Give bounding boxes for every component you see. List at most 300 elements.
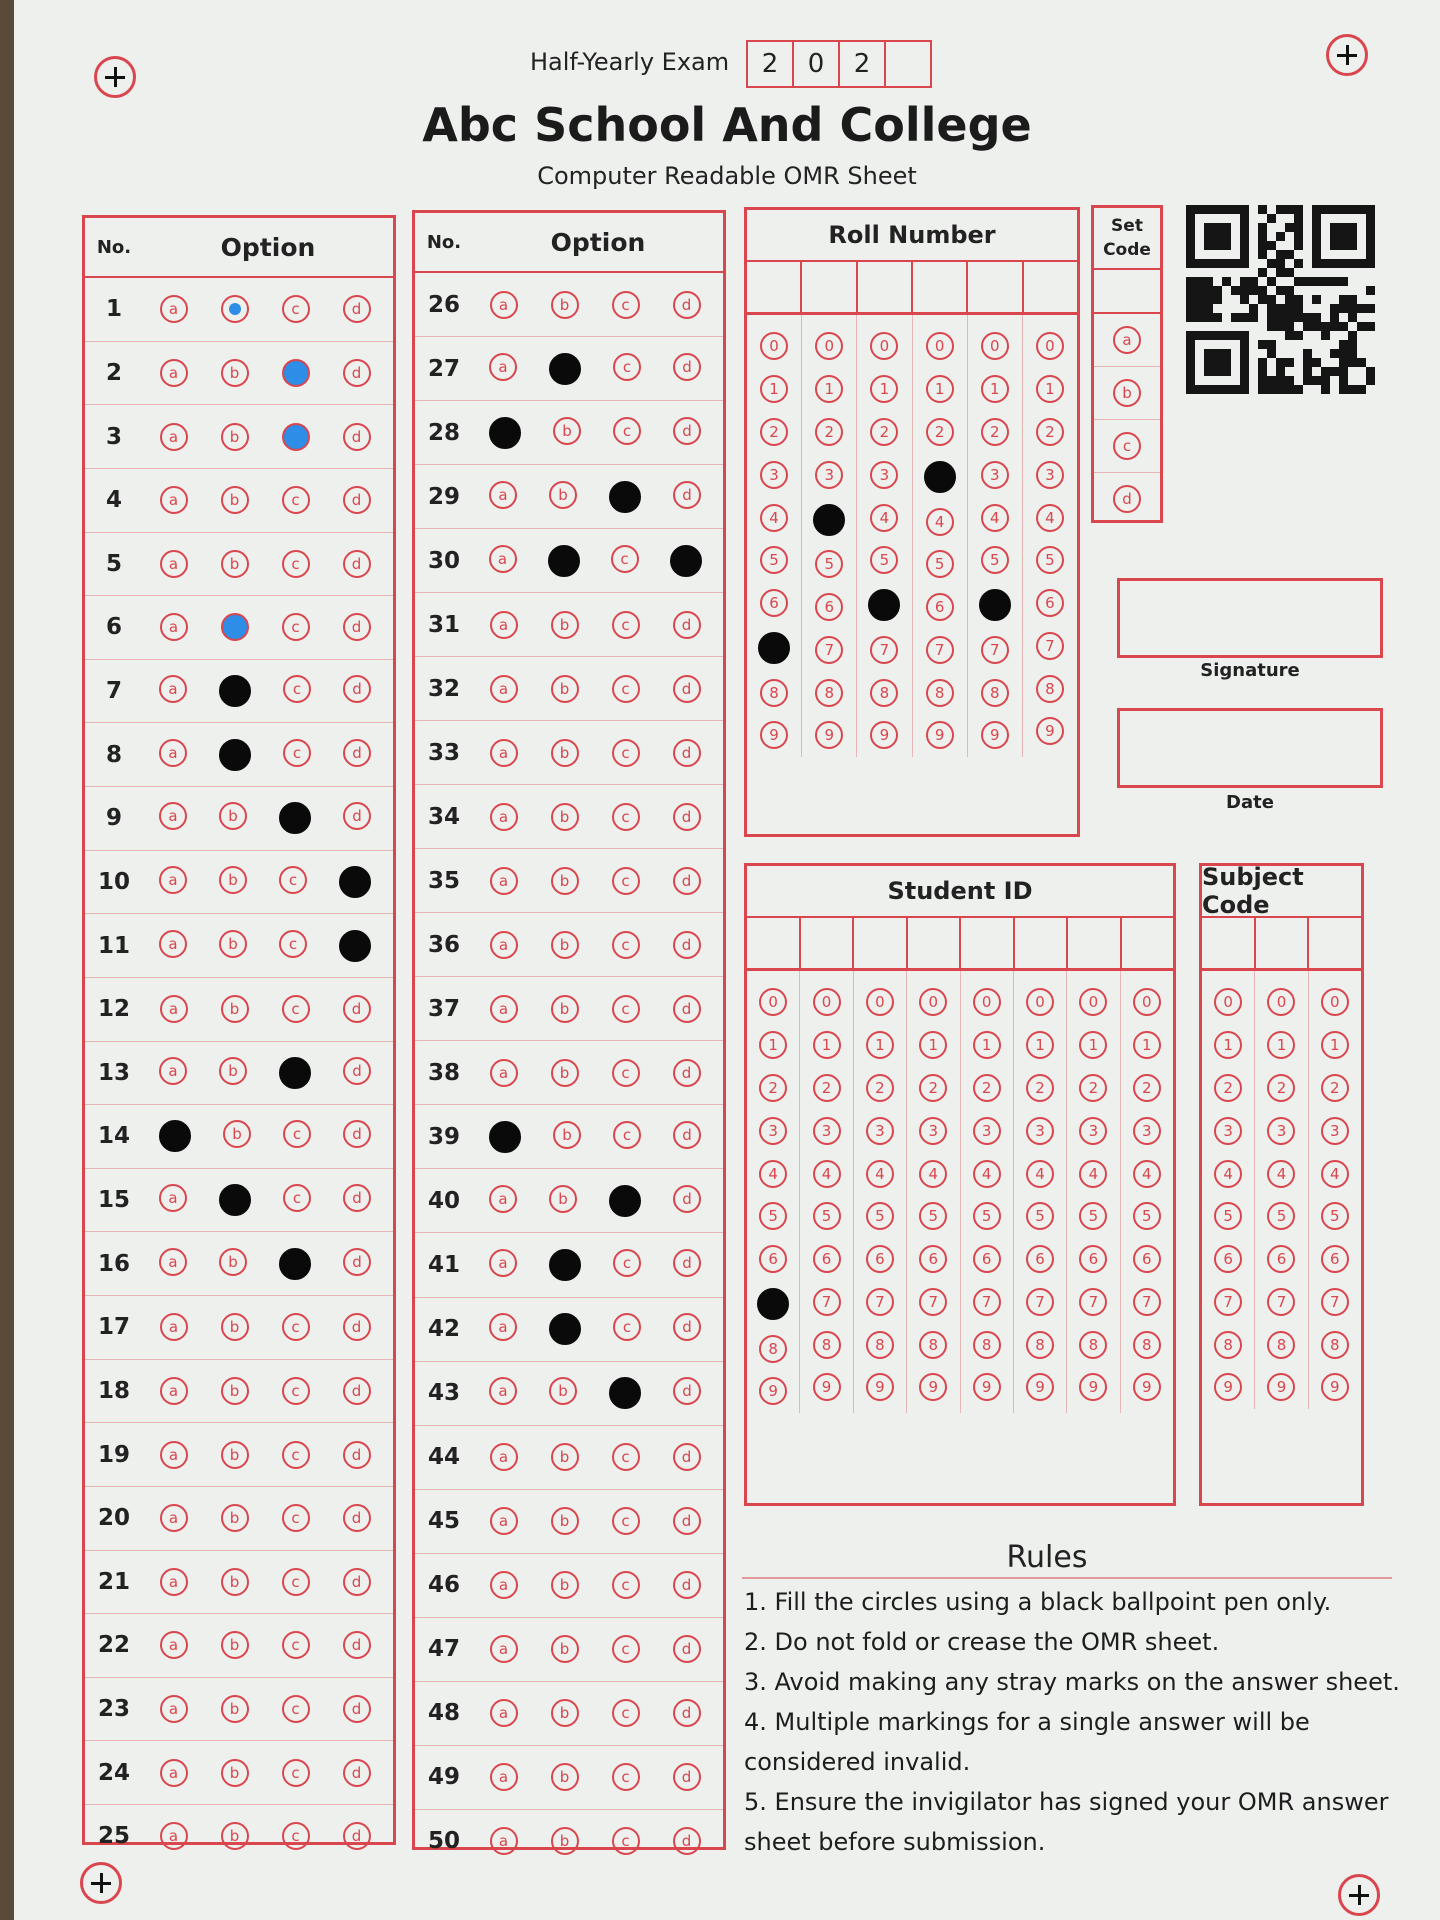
answer-bubble-a[interactable]: a <box>490 1443 518 1471</box>
answer-bubble-b[interactable]: b <box>221 1313 249 1341</box>
digit-bubble-0[interactable]: 0 <box>919 988 947 1016</box>
answer-bubble-b[interactable]: b <box>551 739 579 767</box>
answer-bubble-d[interactable]: d <box>343 1057 371 1085</box>
digit-bubble-8[interactable]: 8 <box>866 1331 894 1359</box>
answer-bubble-b[interactable] <box>549 1313 581 1345</box>
answer-bubble-c[interactable]: c <box>282 1313 310 1341</box>
answer-bubble-d[interactable]: d <box>343 550 371 578</box>
digit-bubble-5[interactable]: 5 <box>759 1202 787 1230</box>
answer-bubble-b[interactable]: b <box>221 423 249 451</box>
answer-bubble-d[interactable]: d <box>673 353 701 381</box>
answer-bubble-d[interactable]: d <box>673 1313 701 1341</box>
digit-bubble-7[interactable]: 7 <box>1214 1288 1242 1316</box>
digit-bubble-9[interactable]: 9 <box>870 721 898 749</box>
digit-bubble-8[interactable]: 8 <box>1214 1331 1242 1359</box>
digit-bubble-6[interactable]: 6 <box>1026 1245 1054 1273</box>
answer-bubble-b[interactable]: b <box>551 1827 579 1855</box>
answer-bubble-b[interactable]: b <box>219 802 247 830</box>
answer-bubble-d[interactable] <box>339 930 371 962</box>
digit-bubble-5[interactable]: 5 <box>1321 1202 1349 1230</box>
digit-bubble-9[interactable]: 9 <box>760 721 788 749</box>
digit-bubble-4[interactable]: 4 <box>870 504 898 532</box>
digit-bubble-0[interactable]: 0 <box>815 332 843 360</box>
answer-bubble-c[interactable]: c <box>279 930 307 958</box>
write-box[interactable] <box>1202 918 1256 968</box>
digit-bubble-3[interactable]: 3 <box>981 461 1009 489</box>
answer-bubble-c[interactable]: c <box>283 739 311 767</box>
answer-bubble-c[interactable]: c <box>283 675 311 703</box>
write-box[interactable] <box>1068 918 1122 968</box>
digit-bubble-7[interactable]: 7 <box>973 1288 1001 1316</box>
answer-bubble-a[interactable]: a <box>490 867 518 895</box>
answer-bubble-b[interactable]: b <box>221 1504 249 1532</box>
answer-bubble-c[interactable]: c <box>282 1441 310 1469</box>
digit-bubble-4[interactable]: 4 <box>1267 1160 1295 1188</box>
answer-bubble-d[interactable]: d <box>673 1699 701 1727</box>
answer-bubble-b[interactable] <box>219 739 251 771</box>
answer-bubble-c[interactable]: c <box>282 1504 310 1532</box>
digit-bubble-2[interactable]: 2 <box>919 1074 947 1102</box>
answer-bubble-c[interactable]: c <box>282 1822 310 1850</box>
answer-bubble-a[interactable]: a <box>160 1313 188 1341</box>
answer-bubble-b[interactable]: b <box>551 995 579 1023</box>
answer-bubble-b[interactable]: b <box>221 486 249 514</box>
answer-bubble-b[interactable] <box>219 1184 251 1216</box>
digit-bubble-9[interactable]: 9 <box>1133 1373 1161 1401</box>
digit-bubble-8[interactable]: 8 <box>973 1331 1001 1359</box>
signature-box[interactable] <box>1117 578 1383 658</box>
digit-bubble-5[interactable]: 5 <box>1133 1202 1161 1230</box>
answer-bubble-c[interactable]: c <box>612 803 640 831</box>
digit-bubble-4[interactable]: 4 <box>981 504 1009 532</box>
answer-bubble-c[interactable] <box>282 359 310 387</box>
digit-bubble-0[interactable]: 0 <box>973 988 1001 1016</box>
digit-bubble-2[interactable]: 2 <box>1079 1074 1107 1102</box>
answer-bubble-d[interactable]: d <box>343 1441 371 1469</box>
answer-bubble-b[interactable]: b <box>551 1059 579 1087</box>
answer-bubble-b[interactable]: b <box>221 1568 249 1596</box>
digit-bubble-3[interactable]: 3 <box>1267 1117 1295 1145</box>
write-box[interactable] <box>908 918 962 968</box>
answer-bubble-d[interactable]: d <box>673 1121 701 1149</box>
digit-bubble-4[interactable]: 4 <box>760 504 788 532</box>
digit-bubble-2[interactable]: 2 <box>1133 1074 1161 1102</box>
digit-bubble-7[interactable]: 7 <box>1036 632 1064 660</box>
digit-bubble-8[interactable]: 8 <box>1133 1331 1161 1359</box>
digit-bubble-1[interactable]: 1 <box>1036 375 1064 403</box>
digit-bubble-9[interactable]: 9 <box>973 1373 1001 1401</box>
answer-bubble-c[interactable]: c <box>283 1184 311 1212</box>
digit-bubble-8[interactable]: 8 <box>919 1331 947 1359</box>
digit-bubble-6[interactable]: 6 <box>866 1245 894 1273</box>
digit-bubble-8[interactable]: 8 <box>815 679 843 707</box>
digit-bubble-1[interactable]: 1 <box>870 375 898 403</box>
write-box[interactable] <box>747 262 802 312</box>
answer-bubble-d[interactable]: d <box>673 803 701 831</box>
answer-bubble-b[interactable]: b <box>223 1120 251 1148</box>
answer-bubble-a[interactable]: a <box>159 675 187 703</box>
answer-bubble-b[interactable]: b <box>549 1377 577 1405</box>
digit-bubble-2[interactable]: 2 <box>1321 1074 1349 1102</box>
digit-bubble-0[interactable]: 0 <box>870 332 898 360</box>
write-box[interactable] <box>801 918 855 968</box>
answer-bubble-b[interactable] <box>221 295 249 323</box>
digit-bubble-3[interactable]: 3 <box>973 1117 1001 1145</box>
digit-bubble-3[interactable]: 3 <box>1079 1117 1107 1145</box>
answer-bubble-b[interactable]: b <box>221 995 249 1023</box>
answer-bubble-a[interactable]: a <box>160 1695 188 1723</box>
answer-bubble-a[interactable]: a <box>160 1759 188 1787</box>
answer-bubble-d[interactable]: d <box>673 481 701 509</box>
answer-bubble-a[interactable]: a <box>160 1822 188 1850</box>
digit-bubble-1[interactable]: 1 <box>759 1031 787 1059</box>
digit-bubble-6[interactable]: 6 <box>1267 1245 1295 1273</box>
answer-bubble-d[interactable]: d <box>673 417 701 445</box>
write-box[interactable] <box>968 262 1023 312</box>
digit-bubble-0[interactable]: 0 <box>1026 988 1054 1016</box>
answer-bubble-a[interactable]: a <box>489 545 517 573</box>
answer-bubble-c[interactable]: c <box>282 1631 310 1659</box>
answer-bubble-c[interactable]: c <box>282 1568 310 1596</box>
answer-bubble-b[interactable]: b <box>551 1443 579 1471</box>
write-box[interactable] <box>913 262 968 312</box>
year-digit[interactable]: 2 <box>748 42 794 86</box>
answer-bubble-c[interactable]: c <box>612 1507 640 1535</box>
digit-bubble-0[interactable]: 0 <box>759 988 787 1016</box>
digit-bubble-4[interactable]: 4 <box>813 1160 841 1188</box>
answer-bubble-d[interactable] <box>670 545 702 577</box>
answer-bubble-b[interactable] <box>548 545 580 577</box>
answer-bubble-c[interactable]: c <box>612 1571 640 1599</box>
answer-bubble-a[interactable]: a <box>490 1635 518 1663</box>
digit-bubble-9[interactable]: 9 <box>813 1373 841 1401</box>
answer-bubble-c[interactable]: c <box>612 675 640 703</box>
answer-bubble-d[interactable]: d <box>673 867 701 895</box>
digit-bubble-0[interactable]: 0 <box>866 988 894 1016</box>
digit-bubble-3[interactable]: 3 <box>815 461 843 489</box>
answer-bubble-d[interactable] <box>339 866 371 898</box>
digit-bubble-0[interactable]: 0 <box>813 988 841 1016</box>
answer-bubble-c[interactable] <box>279 1248 311 1280</box>
answer-bubble-c[interactable]: c <box>612 1443 640 1471</box>
digit-bubble-5[interactable]: 5 <box>1026 1202 1054 1230</box>
answer-bubble-b[interactable]: b <box>219 1057 247 1085</box>
answer-bubble-d[interactable]: d <box>343 1248 371 1276</box>
answer-bubble-a[interactable]: a <box>490 803 518 831</box>
digit-bubble-2[interactable]: 2 <box>813 1074 841 1102</box>
answer-bubble-a[interactable]: a <box>159 866 187 894</box>
answer-bubble-c[interactable]: c <box>613 417 641 445</box>
digit-bubble-5[interactable]: 5 <box>1214 1202 1242 1230</box>
digit-bubble-7[interactable]: 7 <box>870 636 898 664</box>
digit-bubble-5[interactable]: 5 <box>981 546 1009 574</box>
answer-bubble-d[interactable]: d <box>343 1568 371 1596</box>
digit-bubble-5[interactable]: 5 <box>926 550 954 578</box>
set-code-box[interactable] <box>1094 270 1160 314</box>
digit-bubble-6[interactable]: 6 <box>815 593 843 621</box>
digit-bubble-7[interactable]: 7 <box>981 636 1009 664</box>
answer-bubble-b[interactable]: b <box>221 550 249 578</box>
write-box[interactable] <box>802 262 857 312</box>
digit-bubble-6[interactable]: 6 <box>1079 1245 1107 1273</box>
answer-bubble-a[interactable]: a <box>160 486 188 514</box>
answer-bubble-c[interactable]: c <box>279 866 307 894</box>
answer-bubble-a[interactable]: a <box>490 1571 518 1599</box>
answer-bubble-d[interactable]: d <box>673 1249 701 1277</box>
digit-bubble-1[interactable]: 1 <box>973 1031 1001 1059</box>
answer-bubble-c[interactable]: c <box>613 1249 641 1277</box>
digit-bubble-5[interactable]: 5 <box>866 1202 894 1230</box>
answer-bubble-b[interactable]: b <box>219 1248 247 1276</box>
answer-bubble-c[interactable]: c <box>612 291 640 319</box>
answer-bubble-a[interactable]: a <box>489 353 517 381</box>
answer-bubble-d[interactable]: d <box>343 1822 371 1850</box>
answer-bubble-d[interactable]: d <box>673 739 701 767</box>
digit-bubble-3[interactable]: 3 <box>760 461 788 489</box>
digit-bubble-7[interactable]: 7 <box>926 636 954 664</box>
answer-bubble-b[interactable]: b <box>549 481 577 509</box>
digit-bubble-3[interactable]: 3 <box>919 1117 947 1145</box>
answer-bubble-c[interactable] <box>609 481 641 513</box>
answer-bubble-b[interactable]: b <box>551 1699 579 1727</box>
answer-bubble-c[interactable]: c <box>282 550 310 578</box>
answer-bubble-b[interactable]: b <box>551 1763 579 1791</box>
answer-bubble-a[interactable]: a <box>160 1441 188 1469</box>
digit-bubble-6[interactable]: 6 <box>1036 589 1064 617</box>
answer-bubble-a[interactable]: a <box>490 1763 518 1791</box>
digit-bubble-0[interactable]: 0 <box>1079 988 1107 1016</box>
answer-bubble-a[interactable]: a <box>160 613 188 641</box>
digit-bubble-0[interactable]: 0 <box>1133 988 1161 1016</box>
answer-bubble-a[interactable]: a <box>160 1568 188 1596</box>
answer-bubble-d[interactable]: d <box>343 802 371 830</box>
digit-bubble-9[interactable]: 9 <box>1267 1373 1295 1401</box>
set-code-bubble[interactable]: c <box>1113 432 1141 460</box>
answer-bubble-d[interactable]: d <box>343 1504 371 1532</box>
answer-bubble-b[interactable] <box>549 353 581 385</box>
answer-bubble-d[interactable]: d <box>673 1059 701 1087</box>
answer-bubble-c[interactable]: c <box>612 995 640 1023</box>
answer-bubble-a[interactable]: a <box>159 739 187 767</box>
answer-bubble-d[interactable]: d <box>343 295 371 323</box>
answer-bubble-a[interactable]: a <box>489 1313 517 1341</box>
digit-bubble-0[interactable]: 0 <box>1036 332 1064 360</box>
answer-bubble-c[interactable] <box>282 423 310 451</box>
digit-bubble-4[interactable]: 4 <box>759 1160 787 1188</box>
answer-bubble-d[interactable]: d <box>343 675 371 703</box>
digit-bubble-2[interactable]: 2 <box>760 418 788 446</box>
answer-bubble-a[interactable]: a <box>490 291 518 319</box>
digit-bubble-0[interactable]: 0 <box>1267 988 1295 1016</box>
answer-bubble-a[interactable]: a <box>489 1185 517 1213</box>
answer-bubble-c[interactable]: c <box>282 1759 310 1787</box>
digit-bubble-9[interactable]: 9 <box>815 721 843 749</box>
digit-bubble-8[interactable]: 8 <box>1079 1331 1107 1359</box>
answer-bubble-c[interactable]: c <box>282 613 310 641</box>
write-box[interactable] <box>1256 918 1310 968</box>
answer-bubble-b[interactable]: b <box>551 611 579 639</box>
answer-bubble-b[interactable]: b <box>221 1377 249 1405</box>
digit-bubble-4[interactable]: 4 <box>1214 1160 1242 1188</box>
answer-bubble-c[interactable]: c <box>282 1695 310 1723</box>
digit-bubble-5[interactable]: 5 <box>813 1202 841 1230</box>
digit-bubble-7[interactable]: 7 <box>1079 1288 1107 1316</box>
digit-bubble-6[interactable]: 6 <box>919 1245 947 1273</box>
answer-bubble-a[interactable]: a <box>489 481 517 509</box>
digit-bubble-9[interactable]: 9 <box>926 721 954 749</box>
answer-bubble-c[interactable]: c <box>611 545 639 573</box>
answer-bubble-d[interactable]: d <box>673 995 701 1023</box>
digit-bubble-5[interactable]: 5 <box>760 546 788 574</box>
answer-bubble-b[interactable]: b <box>549 1185 577 1213</box>
digit-bubble-5[interactable]: 5 <box>1079 1202 1107 1230</box>
answer-bubble-a[interactable]: a <box>490 1059 518 1087</box>
digit-bubble-5[interactable]: 5 <box>1036 546 1064 574</box>
answer-bubble-a[interactable]: a <box>160 423 188 451</box>
answer-bubble-a[interactable]: a <box>159 1248 187 1276</box>
digit-bubble-6[interactable]: 6 <box>973 1245 1001 1273</box>
digit-bubble-0[interactable]: 0 <box>981 332 1009 360</box>
digit-bubble-2[interactable]: 2 <box>1267 1074 1295 1102</box>
answer-bubble-d[interactable]: d <box>343 423 371 451</box>
answer-bubble-b[interactable]: b <box>553 1121 581 1149</box>
answer-bubble-a[interactable] <box>489 1121 521 1153</box>
digit-bubble-6[interactable]: 6 <box>926 593 954 621</box>
answer-bubble-a[interactable]: a <box>489 1249 517 1277</box>
write-box[interactable] <box>1122 918 1174 968</box>
digit-bubble-9[interactable]: 9 <box>1214 1373 1242 1401</box>
digit-bubble-3[interactable]: 3 <box>1214 1117 1242 1145</box>
answer-bubble-a[interactable]: a <box>160 1631 188 1659</box>
answer-bubble-a[interactable]: a <box>489 1377 517 1405</box>
answer-bubble-c[interactable]: c <box>612 611 640 639</box>
answer-bubble-c[interactable]: c <box>612 1827 640 1855</box>
digit-bubble-4[interactable] <box>813 504 845 536</box>
date-box[interactable] <box>1117 708 1383 788</box>
answer-bubble-d[interactable]: d <box>673 1827 701 1855</box>
digit-bubble-7[interactable]: 7 <box>1321 1288 1349 1316</box>
set-code-bubble[interactable]: a <box>1113 326 1141 354</box>
digit-bubble-0[interactable]: 0 <box>926 332 954 360</box>
write-box[interactable] <box>1024 262 1077 312</box>
digit-bubble-7[interactable]: 7 <box>1267 1288 1295 1316</box>
answer-bubble-a[interactable]: a <box>160 359 188 387</box>
answer-bubble-d[interactable]: d <box>343 1695 371 1723</box>
answer-bubble-c[interactable]: c <box>612 1763 640 1791</box>
digit-bubble-8[interactable]: 8 <box>1036 675 1064 703</box>
digit-bubble-2[interactable]: 2 <box>1214 1074 1242 1102</box>
digit-bubble-6[interactable]: 6 <box>760 589 788 617</box>
answer-bubble-c[interactable]: c <box>282 995 310 1023</box>
write-box[interactable] <box>1015 918 1069 968</box>
digit-bubble-6[interactable] <box>868 589 900 621</box>
answer-bubble-d[interactable]: d <box>673 291 701 319</box>
answer-bubble-a[interactable]: a <box>490 995 518 1023</box>
digit-bubble-3[interactable] <box>924 461 956 493</box>
digit-bubble-1[interactable]: 1 <box>1026 1031 1054 1059</box>
digit-bubble-1[interactable]: 1 <box>760 375 788 403</box>
answer-bubble-b[interactable]: b <box>551 291 579 319</box>
digit-bubble-8[interactable]: 8 <box>926 679 954 707</box>
answer-bubble-b[interactable]: b <box>219 866 247 894</box>
answer-bubble-d[interactable]: d <box>343 995 371 1023</box>
digit-bubble-4[interactable]: 4 <box>1026 1160 1054 1188</box>
digit-bubble-6[interactable]: 6 <box>759 1245 787 1273</box>
digit-bubble-8[interactable]: 8 <box>981 679 1009 707</box>
answer-bubble-b[interactable]: b <box>221 1695 249 1723</box>
digit-bubble-7[interactable] <box>757 1288 789 1320</box>
answer-bubble-b[interactable]: b <box>221 1759 249 1787</box>
answer-bubble-a[interactable]: a <box>160 550 188 578</box>
digit-bubble-9[interactable]: 9 <box>919 1373 947 1401</box>
digit-bubble-8[interactable]: 8 <box>760 679 788 707</box>
answer-bubble-c[interactable]: c <box>613 1121 641 1149</box>
digit-bubble-4[interactable]: 4 <box>919 1160 947 1188</box>
answer-bubble-c[interactable]: c <box>612 739 640 767</box>
digit-bubble-1[interactable]: 1 <box>926 375 954 403</box>
answer-bubble-b[interactable]: b <box>551 931 579 959</box>
digit-bubble-5[interactable]: 5 <box>919 1202 947 1230</box>
digit-bubble-6[interactable]: 6 <box>813 1245 841 1273</box>
digit-bubble-4[interactable]: 4 <box>1079 1160 1107 1188</box>
digit-bubble-2[interactable]: 2 <box>870 418 898 446</box>
set-code-bubble[interactable]: d <box>1113 485 1141 513</box>
digit-bubble-4[interactable]: 4 <box>926 508 954 536</box>
answer-bubble-c[interactable]: c <box>612 1635 640 1663</box>
digit-bubble-1[interactable]: 1 <box>1133 1031 1161 1059</box>
digit-bubble-3[interactable]: 3 <box>1036 461 1064 489</box>
answer-bubble-a[interactable]: a <box>159 1057 187 1085</box>
digit-bubble-6[interactable] <box>979 589 1011 621</box>
digit-bubble-3[interactable]: 3 <box>813 1117 841 1145</box>
write-box[interactable] <box>854 918 908 968</box>
answer-bubble-a[interactable]: a <box>160 1377 188 1405</box>
answer-bubble-c[interactable]: c <box>612 867 640 895</box>
digit-bubble-3[interactable]: 3 <box>759 1117 787 1145</box>
answer-bubble-c[interactable]: c <box>282 1377 310 1405</box>
digit-bubble-2[interactable]: 2 <box>1036 418 1064 446</box>
digit-bubble-3[interactable]: 3 <box>866 1117 894 1145</box>
digit-bubble-9[interactable]: 9 <box>1036 717 1064 745</box>
digit-bubble-7[interactable]: 7 <box>815 636 843 664</box>
digit-bubble-8[interactable]: 8 <box>813 1331 841 1359</box>
digit-bubble-0[interactable]: 0 <box>1321 988 1349 1016</box>
answer-bubble-d[interactable]: d <box>673 1763 701 1791</box>
digit-bubble-8[interactable]: 8 <box>759 1335 787 1363</box>
answer-bubble-d[interactable]: d <box>673 1443 701 1471</box>
answer-bubble-c[interactable]: c <box>613 1313 641 1341</box>
answer-bubble-a[interactable]: a <box>159 930 187 958</box>
answer-bubble-a[interactable]: a <box>490 1699 518 1727</box>
digit-bubble-9[interactable]: 9 <box>1026 1373 1054 1401</box>
answer-bubble-b[interactable]: b <box>221 1441 249 1469</box>
answer-bubble-d[interactable]: d <box>343 486 371 514</box>
digit-bubble-0[interactable]: 0 <box>760 332 788 360</box>
answer-bubble-d[interactable]: d <box>343 1759 371 1787</box>
answer-bubble-b[interactable]: b <box>551 803 579 831</box>
answer-bubble-c[interactable]: c <box>613 353 641 381</box>
answer-bubble-b[interactable]: b <box>551 867 579 895</box>
write-box[interactable] <box>1309 918 1361 968</box>
digit-bubble-5[interactable]: 5 <box>973 1202 1001 1230</box>
digit-bubble-8[interactable]: 8 <box>1026 1331 1054 1359</box>
digit-bubble-1[interactable]: 1 <box>1214 1031 1242 1059</box>
digit-bubble-4[interactable]: 4 <box>973 1160 1001 1188</box>
answer-bubble-a[interactable]: a <box>490 675 518 703</box>
digit-bubble-4[interactable]: 4 <box>1036 504 1064 532</box>
answer-bubble-d[interactable]: d <box>343 359 371 387</box>
answer-bubble-c[interactable]: c <box>282 295 310 323</box>
